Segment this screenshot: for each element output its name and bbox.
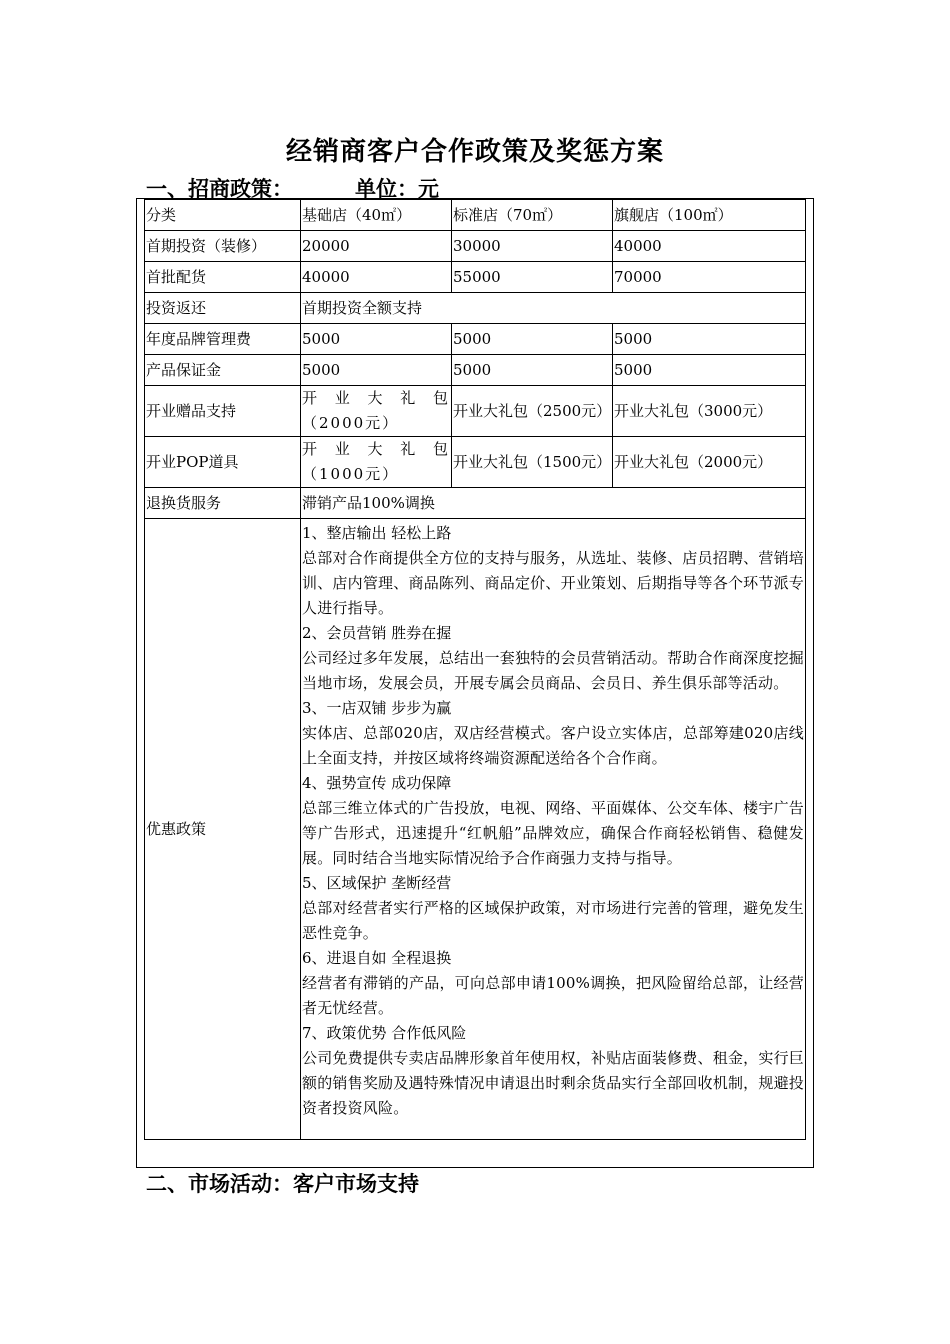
table-cell: 70000 [613,262,806,293]
benefit-heading: 2、会员营销 胜券在握 [302,624,452,642]
table-cell [301,386,452,437]
policy-table [144,199,806,1140]
table-cell: 开业POP道具 [145,437,301,488]
table-cell: 优惠政策 [145,519,301,1140]
benefit-heading: 3、一店双铺 步步为赢 [302,699,452,717]
benefit-body: 公司免费提供专卖店品牌形象首年使用权，补贴店面装修费、租金，实行巨额的销售奖励及遇特殊情况申请退出时剩余货品实行全部回收机制，规避投资者投资风险。 [302,1049,804,1117]
table-cell [301,437,452,488]
table-cell: 5000 [301,355,452,386]
table-cell: 滞销产品100%调换 [301,488,806,519]
table-cell: 产品保证金 [145,355,301,386]
table-cell: 旗舰店（100㎡） [613,200,806,231]
table-cell: 投资返还 [145,293,301,324]
cell-text: 开业大礼包（2000元） [302,389,450,432]
benefit-heading: 1、整店输出 轻松上路 [302,524,452,542]
benefit-body: 经营者有滞销的产品，可向总部申请100%调换，把风险留给总部，让经营者无忧经营。 [302,974,804,1017]
table-cell: 30000 [452,231,613,262]
table-cell: 分类 [145,200,301,231]
table-cell: 开业大礼包（2000元） [613,437,806,488]
benefit-body: 总部三维立体式的广告投放，电视、网络、平面媒体、公交车体、楼宇广告等广告形式，迅速提升“红帆船”品牌效应，确保合作商轻松销售、稳健发展。同时结合当地实际情况给予合作商强力支持与指导。 [302,799,804,867]
benefit-heading: 7、政策优势 合作低风险 [302,1024,467,1042]
table-cell: 标准店（70㎡） [452,200,613,231]
table-cell: 5000 [613,324,806,355]
table-cell: 退换货服务 [145,488,301,519]
table-row-investment-return [145,293,806,324]
table-cell: 首期投资（装修） [145,231,301,262]
benefit-heading: 4、强势宣传 成功保障 [302,774,452,792]
table-cell: 年度品牌管理费 [145,324,301,355]
table-cell: 基础店（40㎡） [301,200,452,231]
benefit-body: 实体店、总部020店，双店经营模式。客户设立实体店，总部筹建020店线上全面支持，并按区域将终端资源配送给各个合作商。 [302,724,804,767]
benefit-heading: 6、进退自如 全程退换 [302,949,452,967]
table-row-returns [145,488,806,519]
table-cell: 首期投资全额支持 [301,293,806,324]
benefit-body: 公司经过多年发展，总结出一套独特的会员营销活动。帮助合作商深度挖掘当地市场，发展会员，开展专属会员商品、会员日、养生俱乐部等活动。 [302,649,804,692]
table-cell: 40000 [613,231,806,262]
table-cell: 5000 [452,324,613,355]
document-title: 经销商客户合作政策及奖惩方案 [285,137,664,167]
table-cell: 开业大礼包（1500元） [452,437,613,488]
section-one-title: 一、招商政策： [146,176,293,201]
table-row-opening-pop [145,437,806,488]
table-row-opening-gift [145,386,806,437]
table-row-deposit [145,355,806,386]
table-row-header [145,200,806,231]
table-cell: 5000 [613,355,806,386]
table-cell: 20000 [301,231,452,262]
cell-text: 开业大礼包（1000元） [302,440,450,483]
benefits-cell [301,519,806,1140]
table-cell: 开业赠品支持 [145,386,301,437]
currency-unit: 单位：元 [355,176,439,201]
benefit-body: 总部对经营者实行严格的区域保护政策，对市场进行完善的管理，避免发生恶性竞争。 [302,899,804,942]
table-cell: 40000 [301,262,452,293]
table-cell: 首批配货 [145,262,301,293]
table-cell: 开业大礼包（3000元） [613,386,806,437]
table-cell: 开业大礼包（2500元） [452,386,613,437]
table-row-first-batch [145,262,806,293]
table-cell: 5000 [452,355,613,386]
table-row-brand-fee [145,324,806,355]
section-two-heading: 二、市场活动：客户市场支持 [146,1171,419,1196]
benefit-body: 总部对合作商提供全方位的支持与服务，从选址、装修、店员招聘、营销培训、店内管理、商品陈列、商品定价、开业策划、后期指导等各个环节派专人进行指导。 [302,549,804,617]
benefit-heading: 5、区域保护 垄断经营 [302,874,452,892]
table-cell: 5000 [301,324,452,355]
table-row-benefits [145,519,806,1140]
table-row-initial-investment [145,231,806,262]
table-cell: 55000 [452,262,613,293]
